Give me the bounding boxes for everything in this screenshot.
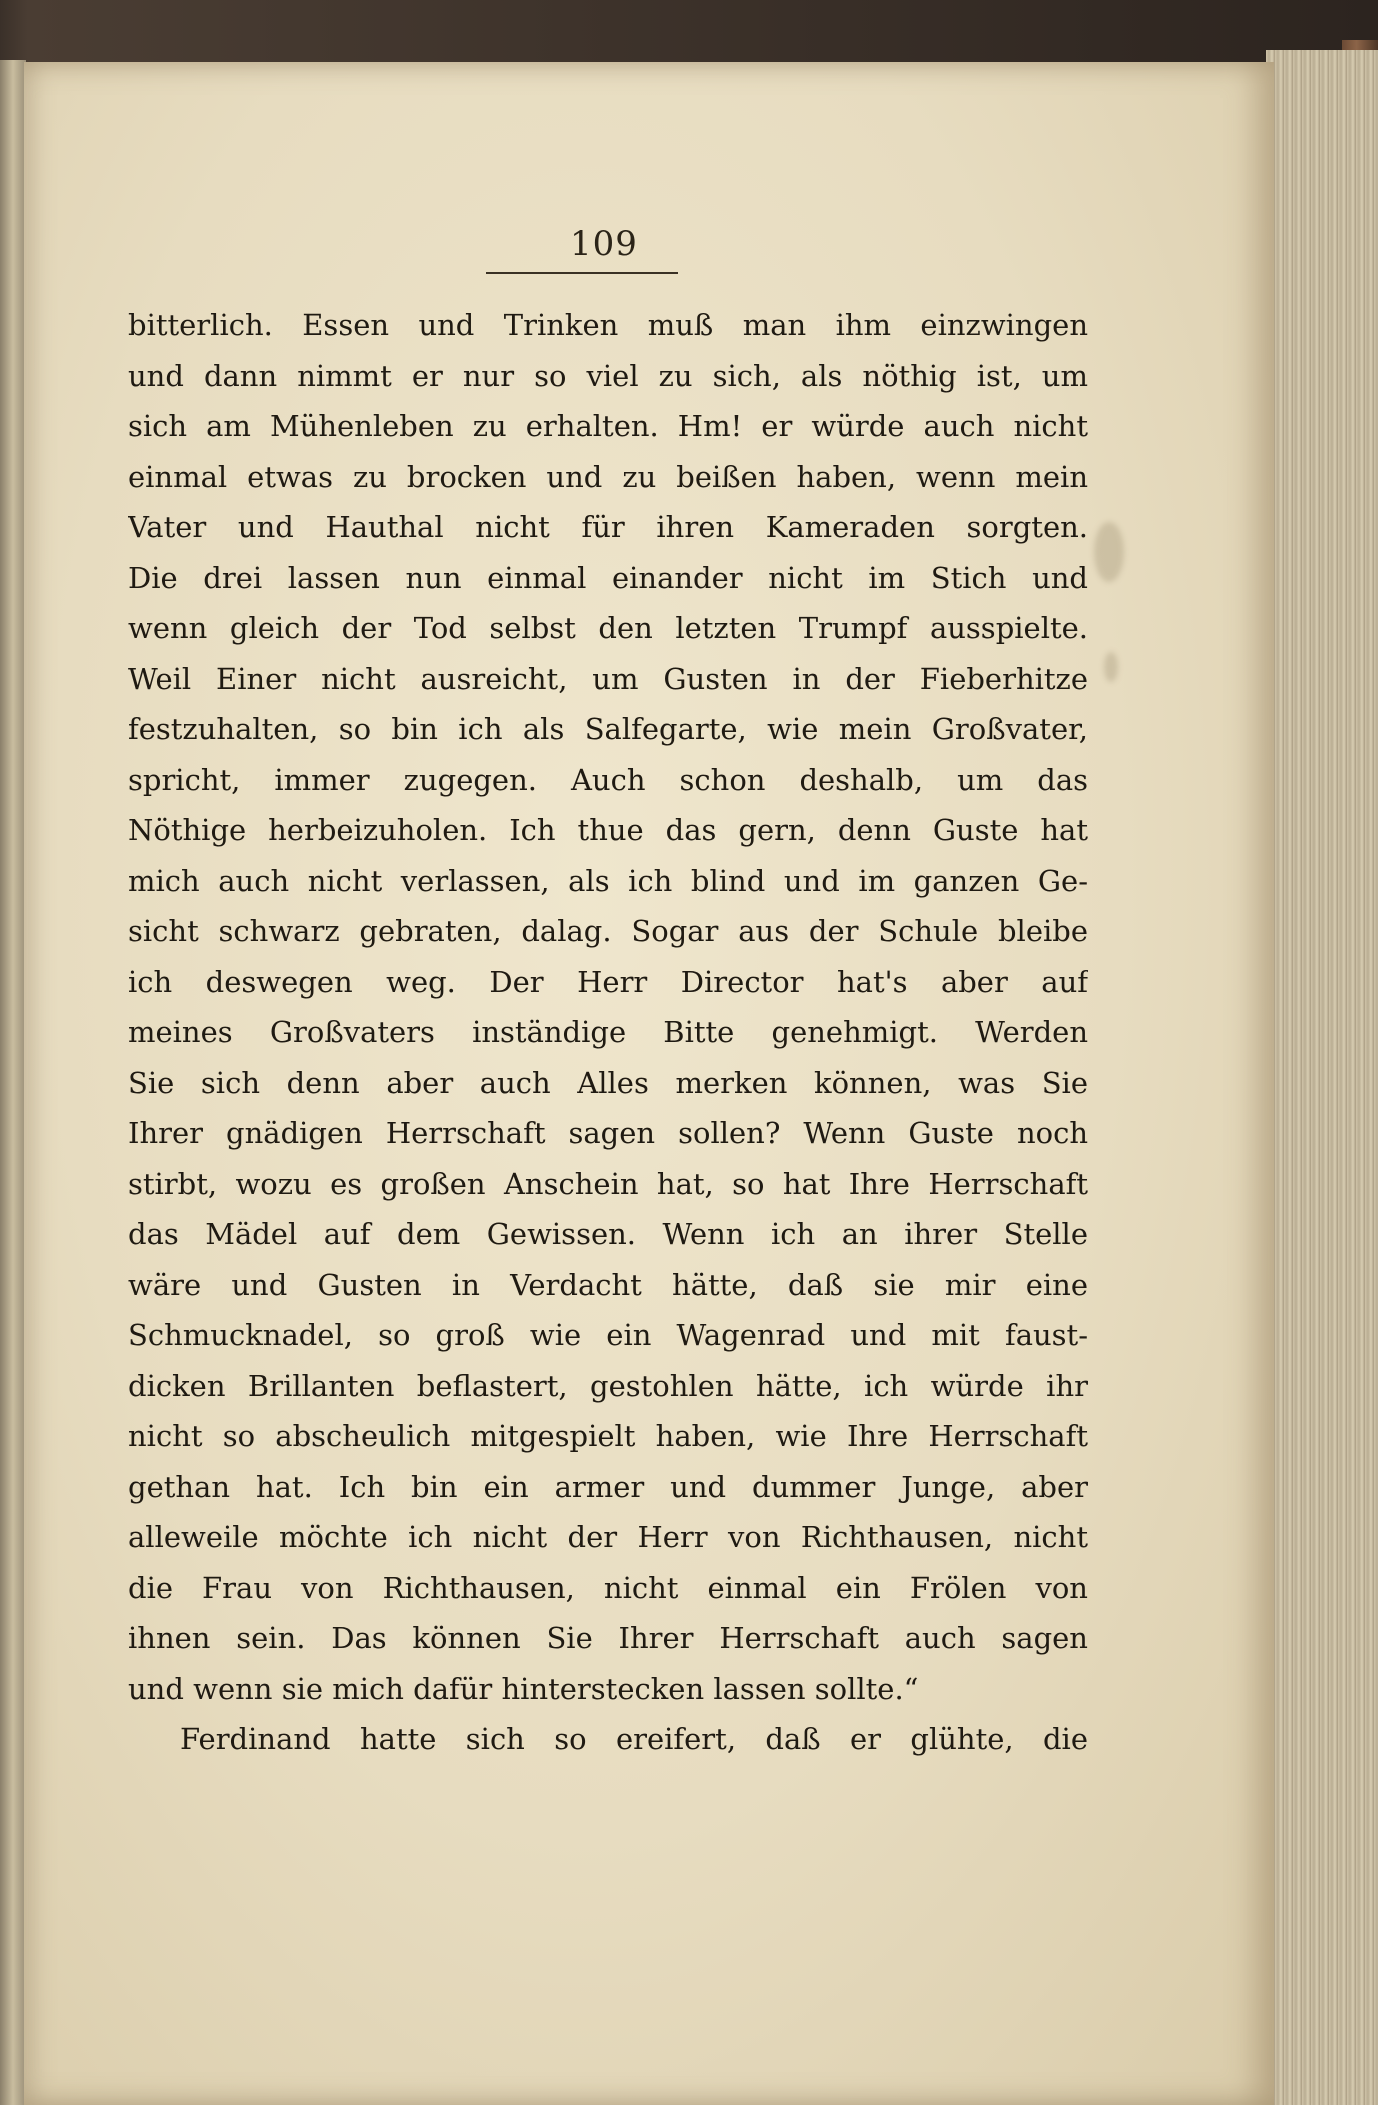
ink-smudge [1094,522,1124,582]
text-line: dicken Brillanten beflastert, gestohlen hätte, ich würde ihr [128,1368,1088,1403]
text-line: mich auch nicht verlassen, als ich blind und im ganzen Ge- [128,863,1088,898]
text-line: sicht schwarz gebraten, dalag. Sogar aus der Schule bleibe [128,914,1088,948]
book-page [24,62,1274,2105]
page-stack-edges [1266,50,1378,2105]
text-line: Weil Einer nicht ausreicht, um Gusten in der Fieberhitze [128,661,1088,696]
text-line: Sie sich denn aber auch Alles merken können, was Sie [128,1065,1088,1100]
binding-strip [0,60,26,2105]
text-line: Ihrer gnädigen Herrschaft sagen sollen? Wenn Guste noch [128,1116,1088,1150]
text-line: Ferdinand hatte sich so ereifert, daß er glühte, die [180,1722,1088,1756]
ink-smudge [1104,652,1118,682]
text-line: wäre und Gusten in Verdacht hätte, daß sie mir eine [128,1267,1088,1302]
text-line: nicht so abscheulich mitgespielt haben, wie Ihre Herrschaft [128,1419,1088,1453]
text-line: festzuhalten, so bin ich als Salfegarte, wie mein Großvater, [128,712,1088,746]
text-line: wenn gleich der Tod selbst den letzten Trumpf ausspielte. [128,611,1088,645]
text-line: Die drei lassen nun einmal einander nicht im Stich und [128,560,1088,595]
text-line: spricht, immer zugegen. Auch schon deshalb, um das [128,762,1088,797]
text-line: ich deswegen weg. Der Herr Director hat's aber auf [128,964,1088,999]
text-line: einmal etwas zu brocken und zu beißen haben, wenn mein [128,459,1088,494]
text-line: meines Großvaters inständige Bitte genehmigt. Werden [128,1015,1088,1049]
text-line: ihnen sein. Das können Sie Ihrer Herrschaft auch sagen [128,1621,1088,1655]
text-line: stirbt, wozu es großen Anschein hat, so hat Ihre Herrschaft [128,1166,1088,1201]
text-line: sich am Mühenleben zu erhalten. Hm! er würde auch nicht [128,409,1088,443]
text-line: Nöthige herbeizuholen. Ich thue das gern, denn Guste hat [128,813,1088,847]
text-line: das Mädel auf dem Gewissen. Wenn ich an ihrer Stelle [128,1217,1088,1251]
text-line: gethan hat. Ich bin ein armer und dummer Junge, aber [128,1469,1088,1504]
text-line: bitterlich. Essen und Trinken muß man ihm einzwingen [128,308,1088,342]
text-line: alleweile möchte ich nicht der Herr von Richthausen, nicht [128,1520,1088,1554]
text-line: und wenn sie mich dafür hinterstecken lassen sollte.“ [128,1671,919,1706]
page-number: 109 [570,224,638,264]
body-text [128,300,1088,1765]
text-line: Schmucknadel, so groß wie ein Wagenrad und mit faust- [128,1318,1088,1352]
header-rule [486,272,678,274]
text-line: die Frau von Richthausen, nicht einmal ein Frölen von [128,1570,1088,1605]
text-line: und dann nimmt er nur so viel zu sich, als nöthig ist, um [128,358,1088,393]
text-line: Vater und Hauthal nicht für ihren Kameraden sorgten. [128,510,1088,544]
